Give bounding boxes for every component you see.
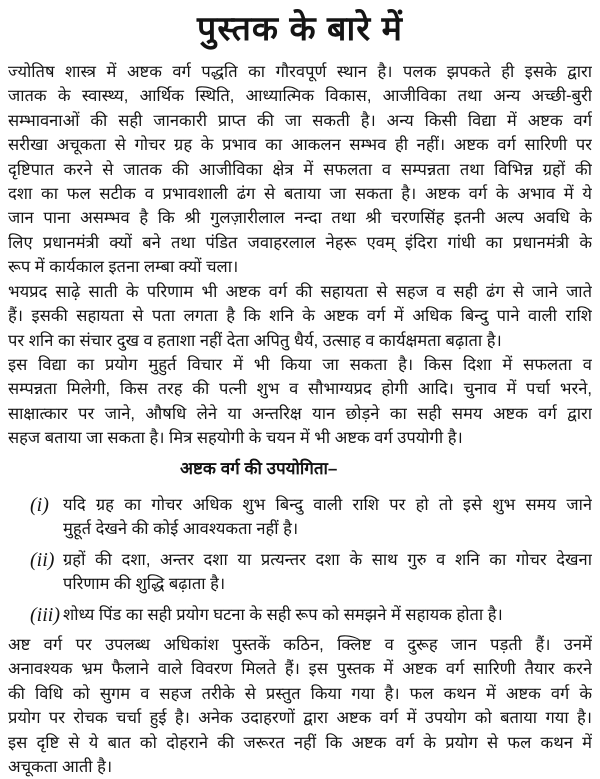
text-line: जान पाना असम्भव है कि श्री गुलज़ारीलाल नन्दा तथा श्री चरणसिंह इतनी अल्प अवधि के	[8, 209, 592, 228]
text-line: अचूकता आती है।	[8, 757, 113, 776]
text-line: रूप में कार्यकाल इतना लम्बा क्यों चला।	[8, 258, 239, 277]
paragraph-about-book	[8, 633, 592, 779]
paragraph-sadhe-sati	[8, 280, 592, 353]
text-line: मुहूर्त देखने की कोई आवश्यकता नहीं है।	[63, 520, 299, 539]
text-line: लिए प्रधानमंत्री क्यों बने तथा पंडित जवाहरलाल नेहरू एवम् इंदिरा गांधी का प्रधानमंत्री के	[8, 233, 592, 252]
text-line: दशा का फल सटीक व प्रभावशाली ढंग से बताया जा सकता है। अष्टक वर्ग के अभाव में ये	[8, 184, 592, 203]
list-marker: (iii)	[30, 604, 60, 626]
text-line: यदि ग्रह का गोचर अधिक शुभ बिन्दु वाली राशि पर हो तो इसे शुभ समय जाने	[63, 496, 592, 514]
text-line: की विधि को सुगम व सहज तरीके से प्रस्तुत किया गया है। फल कथन में अष्टक वर्ग के	[8, 684, 592, 703]
text-line: ज्योतिष शास्त्र में अष्टक वर्ग पद्धति का गौरवपूर्ण स्थान है। पलक झपकते ही इसके द्वारा	[8, 63, 592, 81]
text-line: ग्रहों की दशा, अन्तर दशा या प्रत्यन्तर दशा के साथ गुरु व शनि का गोचर देखना	[63, 551, 592, 569]
text-line: दृष्टिपात करने से जातक की आजीविका क्षेत्र में सफलता व सम्पन्नता तथा विभिन्न ग्रहों की	[8, 160, 592, 179]
paragraph-intro	[8, 60, 592, 280]
text-line: सहज बताया जा सकता है। मित्र सहयोगी के चयन में भी अष्टक वर्ग उपयोगी है।	[8, 429, 463, 448]
text-line: इस दृष्टि से ये बात को दोहराने की जरूरत नहीं कि अष्टक वर्ग के प्रयोग से फल कथन में	[8, 733, 592, 752]
text-line: परिणाम की शुद्धि बढ़ाता है।	[63, 575, 226, 594]
page-title: पुस्तक के बारे में	[197, 10, 403, 48]
text-line: सम्पन्नता मिलेगी, किस तरह की पत्नी शुभ व सौभाग्यप्रद होगी आदि। चुनाव में पर्चा भरने,	[8, 380, 592, 399]
text-line: पर शनि का संचार दुख व हताशा नहीं देता अपितु धैर्य, उत्साह व कार्यक्षमता बढ़ाता है।	[8, 331, 502, 350]
text-line: सम्भावनाओं की सही जानकारी प्राप्त की जा सकती है। अन्य किसी विद्या में अष्टक वर्ग	[8, 111, 592, 130]
text-line: हैं। इसकी सहायता से पता लगता है कि शनि के अष्टक वर्ग में अधिक बिन्दु पाने वाली राशि	[8, 307, 592, 326]
list-marker: (ii)	[30, 549, 55, 571]
text-line: सरीखा अचूकता से गोचर ग्रह के प्रभाव का आकलन सम्भव ही नहीं। अष्टक वर्ग सारिणी पर	[8, 136, 592, 155]
list-marker: (i)	[30, 494, 49, 516]
text-line: जातक के स्वास्थ्य, आर्थिक स्थिति, आध्यात्मिक विकास, आजीविका तथा अन्य अच्छी-बुरी	[8, 87, 592, 106]
text-line: प्रयोग पर रोचक चर्चा हुई है। अनेक उदाहरणों द्वारा अष्टक वर्ग में उपयोग को बताया गया है।	[8, 709, 592, 728]
text-line: अनावश्यक भ्रम फैलाने वाले विवरण मिलते हैं। इस पुस्तक में अष्टक वर्ग सारिणी तैयार करने	[8, 660, 592, 679]
text-line: अष्ट वर्ग पर उपलब्ध अधिकांश पुस्तकें कठिन, क्लिष्ट व दुरूह जान पड़ती हैं। उनमें	[8, 636, 592, 654]
text-line: इस विद्या का प्रयोग मुहुर्त विचार में भी किया जा सकता है। किस दिशा में सफलता व	[8, 356, 592, 374]
text-line: भयप्रद साढ़े साती के परिणाम भी अष्टक वर्ग की सहायता से सहज व सही ढंग से जाने जाते	[8, 283, 592, 301]
text-line: साक्षात्कार पर जाने, औषधि लेने या अन्तरिक्ष यान छोड़ने का सही समय अष्टक वर्ग द्वारा	[8, 404, 592, 423]
paragraph-muhurta	[8, 353, 592, 451]
section-heading: अष्टक वर्ग की उपयोगिता–	[180, 459, 338, 478]
text-line: शोध्य पिंड का सही प्रयोग घटना के सही रूप को समझने में सहायक होता है।	[63, 606, 503, 624]
